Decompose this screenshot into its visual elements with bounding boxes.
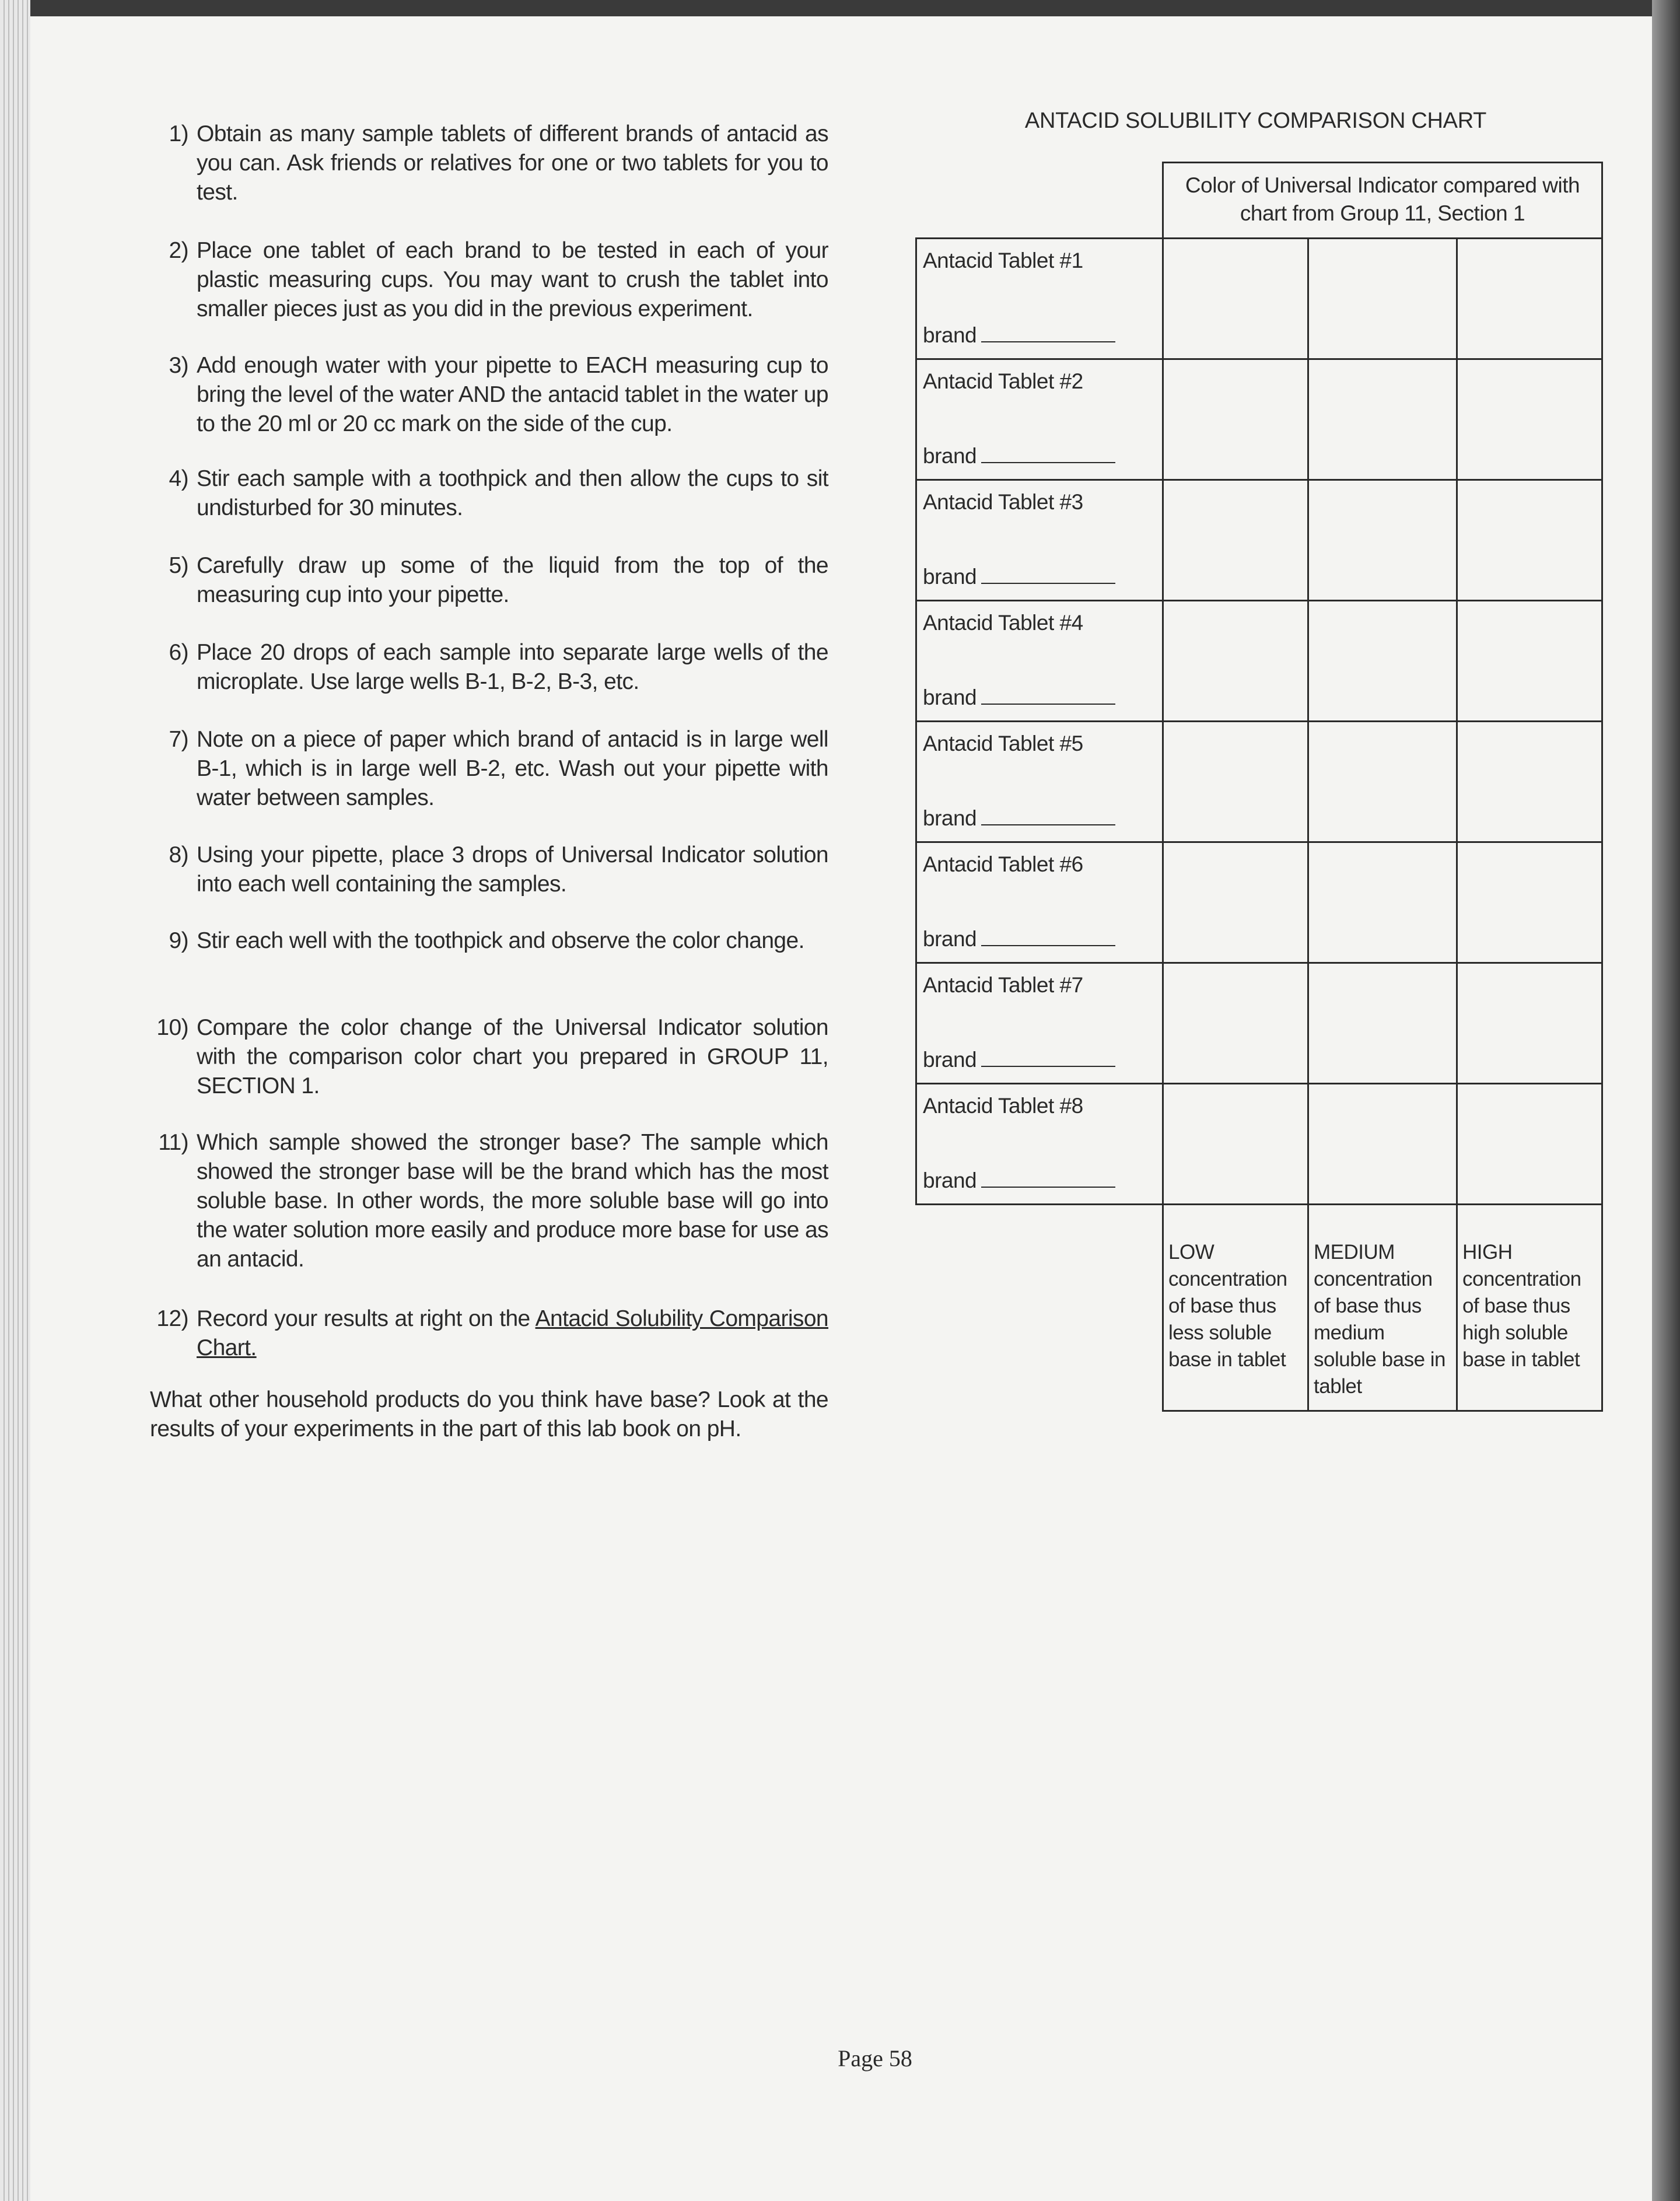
page-stack-edge xyxy=(0,0,30,2201)
brand-label: brand xyxy=(923,565,977,589)
high-result-cell[interactable] xyxy=(1457,601,1602,722)
tablet-label-cell xyxy=(916,722,1163,842)
low-result-cell[interactable] xyxy=(1163,963,1308,1084)
tablet-label: Antacid Tablet #8 xyxy=(923,1094,1083,1118)
instruction-body: Note on a piece of paper which brand of antacid is in large well B-1, which is in large well B-2, etc. Wash out your pipette with water between samples. xyxy=(197,727,828,810)
brand-label: brand xyxy=(923,1048,977,1072)
brand-field[interactable] xyxy=(923,323,1115,348)
medium-result-cell[interactable] xyxy=(1308,722,1457,842)
instruction-body: Stir each sample with a toothpick and then allow the cups to sit undisturbed for 30 minutes. xyxy=(197,466,828,520)
instruction-body: Place 20 drops of each sample into separate large wells of the microplate. Use large wells B-1, B-2, B-3, etc. xyxy=(197,640,828,694)
brand-label: brand xyxy=(923,444,977,468)
low-result-cell[interactable] xyxy=(1163,239,1308,359)
brand-field[interactable] xyxy=(923,1048,1115,1072)
level-description: concentration of base thus high soluble base in tablet xyxy=(1462,1268,1581,1371)
low-result-cell[interactable] xyxy=(1163,722,1308,842)
instruction-text xyxy=(197,551,828,610)
instruction-item xyxy=(150,725,828,813)
chart-reference: Antacid Solubility Comparison Chart. xyxy=(197,1306,829,1360)
instruction-item xyxy=(150,638,828,697)
level-low xyxy=(1163,1205,1308,1411)
medium-result-cell[interactable] xyxy=(1308,1084,1457,1205)
tablet-label-cell xyxy=(916,239,1163,359)
tablet-label: Antacid Tablet #4 xyxy=(923,611,1083,635)
instruction-number: 4) xyxy=(169,466,188,491)
instruction-body: Using your pipette, place 3 drops of Universal Indicator solution into each well containing the samples. xyxy=(197,842,828,897)
level-high xyxy=(1457,1205,1602,1411)
scan-top-edge xyxy=(0,0,1680,16)
tablet-label: Antacid Tablet #1 xyxy=(923,249,1083,272)
low-result-cell[interactable] xyxy=(1163,359,1308,480)
brand-field[interactable] xyxy=(923,685,1115,710)
level-medium xyxy=(1308,1205,1457,1411)
brand-label: brand xyxy=(923,685,977,709)
brand-label: brand xyxy=(923,927,977,951)
instruction-text xyxy=(197,926,828,956)
instruction-text xyxy=(197,1013,828,1101)
level-name: MEDIUM xyxy=(1314,1241,1395,1264)
medium-result-cell[interactable] xyxy=(1308,842,1457,963)
chart-row xyxy=(916,1084,1602,1205)
scan-right-edge xyxy=(1652,0,1680,2201)
instruction-text xyxy=(197,120,828,207)
instruction-item xyxy=(150,1013,828,1101)
instruction-number: 3) xyxy=(169,353,188,378)
antacid-solubility-chart xyxy=(915,162,1603,1412)
chart-row xyxy=(916,480,1602,601)
instruction-number: 10) xyxy=(156,1015,188,1040)
level-description: concentration of base thus medium soluble base in tablet xyxy=(1314,1268,1446,1398)
medium-result-cell[interactable] xyxy=(1308,963,1457,1084)
instruction-item xyxy=(150,464,828,523)
instruction-item xyxy=(150,551,828,610)
brand-label: brand xyxy=(923,806,977,830)
instruction-text xyxy=(197,1128,828,1274)
instruction-body: Carefully draw up some of the liquid from the top of the measuring cup into your pipette. xyxy=(197,553,828,607)
instruction-body: Record your results at right on the xyxy=(197,1306,536,1331)
instruction-item xyxy=(150,351,828,439)
level-name: LOW xyxy=(1168,1241,1214,1264)
low-result-cell[interactable] xyxy=(1163,1084,1308,1205)
high-result-cell[interactable] xyxy=(1457,239,1602,359)
instruction-text xyxy=(197,464,828,523)
instruction-body: Stir each well with the toothpick and observe the color change. xyxy=(197,928,804,953)
tablet-label: Antacid Tablet #3 xyxy=(923,490,1083,514)
brand-blank[interactable] xyxy=(981,341,1115,342)
brand-blank[interactable] xyxy=(981,582,1115,584)
high-result-cell[interactable] xyxy=(1457,842,1602,963)
instruction-item xyxy=(150,841,828,899)
chart-row xyxy=(916,722,1602,842)
high-result-cell[interactable] xyxy=(1457,480,1602,601)
instruction-number: 2) xyxy=(169,238,188,263)
closing-question: What other household products do you think have base? Look at the results of your experiments in the part of this lab book on pH. xyxy=(150,1387,828,1441)
instruction-body: Which sample showed the stronger base? The sample which showed the stronger base will be the brand which has the most soluble base. In other words, the more soluble base will go into the water solution more easily and produce more base for use as an antacid. xyxy=(197,1130,828,1272)
tablet-label-cell xyxy=(916,601,1163,722)
instruction-item xyxy=(150,1304,828,1363)
chart-row xyxy=(916,601,1602,722)
tablet-label-cell xyxy=(916,963,1163,1084)
page-number: Page 58 xyxy=(838,2045,912,2071)
instruction-number: 12) xyxy=(156,1306,188,1331)
high-result-cell[interactable] xyxy=(1457,963,1602,1084)
instruction-number: 1) xyxy=(169,121,188,146)
low-result-cell[interactable] xyxy=(1163,601,1308,722)
brand-blank[interactable] xyxy=(981,1065,1115,1067)
level-description: concentration of base thus less soluble base in tablet xyxy=(1168,1268,1287,1371)
brand-blank[interactable] xyxy=(981,1186,1115,1188)
tablet-label-cell xyxy=(916,842,1163,963)
low-result-cell[interactable] xyxy=(1163,842,1308,963)
brand-field[interactable] xyxy=(923,806,1115,831)
instruction-number: 5) xyxy=(169,553,188,578)
brand-blank[interactable] xyxy=(981,944,1115,946)
brand-blank[interactable] xyxy=(981,703,1115,705)
level-name: HIGH xyxy=(1462,1241,1513,1264)
instruction-text xyxy=(197,841,828,899)
chart-row xyxy=(916,239,1602,359)
instruction-body: Obtain as many sample tablets of different brands of antacid as you can. Ask friends or relatives for one or two tablets for you to test. xyxy=(197,121,828,205)
brand-label: brand xyxy=(923,323,977,347)
tablet-label: Antacid Tablet #6 xyxy=(923,852,1083,876)
high-result-cell[interactable] xyxy=(1457,359,1602,480)
instruction-item xyxy=(150,926,828,956)
high-result-cell[interactable] xyxy=(1457,722,1602,842)
brand-field[interactable] xyxy=(923,1168,1115,1193)
tablet-label: Antacid Tablet #2 xyxy=(923,369,1083,393)
instruction-body: Place one tablet of each brand to be tested in each of your plastic measuring cups. You may want to crush the tablet into smaller pieces just as you did in the previous experiment. xyxy=(197,238,828,321)
chart-header: Color of Universal Indicator compared with chart from Group 11, Section 1 xyxy=(1163,163,1602,239)
instruction-text xyxy=(197,351,828,439)
medium-result-cell[interactable] xyxy=(1308,480,1457,601)
tablet-label-cell xyxy=(916,480,1163,601)
chart-row xyxy=(916,842,1602,963)
tablet-label-cell xyxy=(916,1084,1163,1205)
tablet-label: Antacid Tablet #5 xyxy=(923,732,1083,755)
instruction-number: 11) xyxy=(158,1130,188,1155)
brand-blank[interactable] xyxy=(981,824,1115,825)
instruction-item xyxy=(150,236,828,324)
instruction-item xyxy=(150,1128,828,1274)
brand-label: brand xyxy=(923,1168,977,1192)
chart-title: ANTACID SOLUBILITY COMPARISON CHART xyxy=(1024,109,1487,133)
medium-result-cell[interactable] xyxy=(1308,359,1457,480)
instruction-text xyxy=(197,638,828,697)
medium-result-cell[interactable] xyxy=(1308,601,1457,722)
chart-row xyxy=(916,963,1602,1084)
instruction-text xyxy=(197,236,828,324)
brand-field[interactable] xyxy=(923,565,1115,589)
instruction-number: 9) xyxy=(169,928,188,953)
instruction-number: 6) xyxy=(169,640,188,665)
brand-field[interactable] xyxy=(923,927,1115,951)
instruction-number: 7) xyxy=(169,727,188,752)
chart-row xyxy=(916,359,1602,480)
instruction-body: Add enough water with your pipette to EACH measuring cup to bring the level of the water AND the antacid tablet in the water up to the 20 ml or 20 cc mark on the side of the cup. xyxy=(197,353,828,436)
level-row xyxy=(916,1205,1602,1411)
brand-blank[interactable] xyxy=(981,461,1115,463)
tablet-label-cell xyxy=(916,359,1163,480)
high-result-cell[interactable] xyxy=(1457,1084,1602,1205)
instruction-number: 8) xyxy=(169,842,188,867)
instruction-item xyxy=(150,120,828,207)
tablet-label: Antacid Tablet #7 xyxy=(923,973,1083,997)
medium-result-cell[interactable] xyxy=(1308,239,1457,359)
instruction-text xyxy=(197,1304,828,1363)
brand-field[interactable] xyxy=(923,444,1115,468)
instruction-text xyxy=(197,725,828,813)
instruction-body: Compare the color change of the Universal Indicator solution with the comparison color chart you prepared in GROUP 11, SECTION 1. xyxy=(197,1015,828,1098)
low-result-cell[interactable] xyxy=(1163,480,1308,601)
